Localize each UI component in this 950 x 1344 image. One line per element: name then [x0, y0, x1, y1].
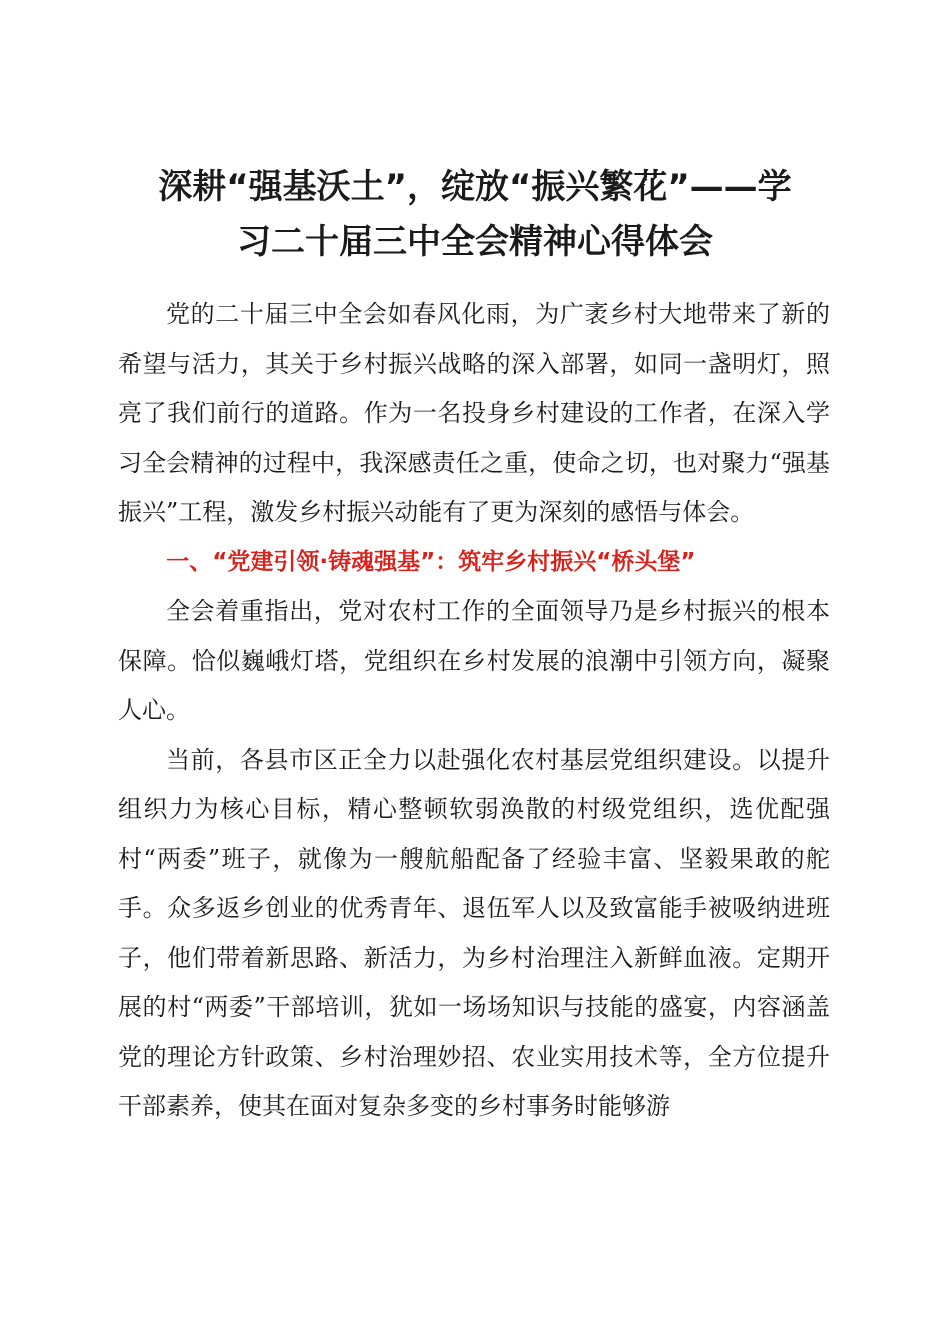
- section1-paragraph-1: 全会着重指出，党对农村工作的全面领导乃是乡村振兴的根本保障。恰似巍峨灯塔，党组织在乡村发展的浪潮中引领方向，凝聚人心。: [118, 597, 830, 724]
- document-body: [118, 290, 830, 1132]
- intro-paragraph: 党的二十届三中全会如春风化雨，为广袤乡村大地带来了新的希望与活力，其关于乡村振兴战略的深入部署，如同一盏明灯，照亮了我们前行的道路。作为一名投身乡村建设的工作者，在深入学习全会精神的过程中，我深感责任之重，使命之切，也对聚力“强基振兴”工程，激发乡村振兴动能有了更为深刻的感悟与体会。: [118, 300, 830, 526]
- title-line-1: 深耕“强基沃土”，绽放“振兴繁花”——学: [158, 167, 792, 207]
- section-heading-1: 一、“党建引领·铸魂强基”：筑牢乡村振兴“桥头堡”: [166, 548, 696, 575]
- document-title: [110, 160, 840, 270]
- title-line-2: 习二十届三中全会精神心得体会: [237, 222, 713, 262]
- section1-paragraph-2: 当前，各县市区正全力以赴强化农村基层党组织建设。以提升组织力为核心目标，精心整顿软弱涣散的村级党组织，选优配强村“两委”班子，就像为一艘航船配备了经验丰富、坚毅果敢的舵手。众多返乡创业的优秀青年、退伍军人以及致富能手被吸纳进班子，他们带着新思路、新活力，为乡村治理注入新鲜血液。定期开展的村“两委”干部培训，犹如一场场知识与技能的盛宴，内容涵盖党的理论方针政策、乡村治理妙招、农业实用技术等，全方位提升干部素养，使其在面对复杂多变的乡村事务时能够游: [118, 745, 830, 1120]
